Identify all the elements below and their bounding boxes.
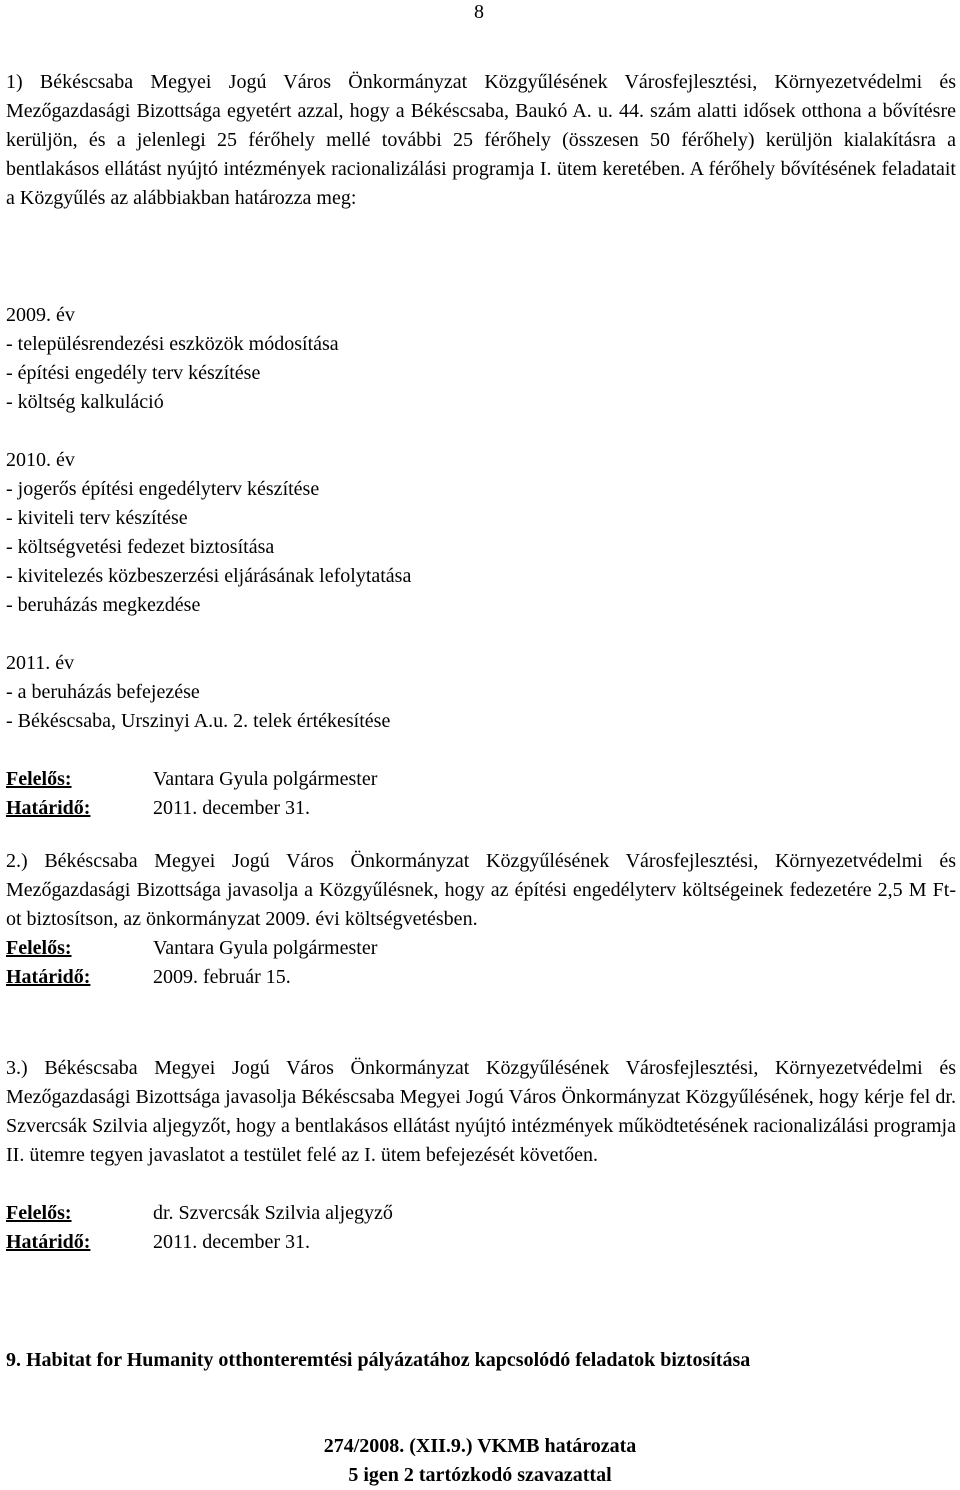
task-item: - Békéscsaba, Urszinyi A.u. 2. telek értékesítése [6,710,391,732]
task-item: - kiviteli terv készítése [6,507,188,529]
task-item: - költségvetési fedezet biztosítása [6,536,275,558]
task-item: - a beruházás befejezése [6,681,200,703]
deadline-value: 2009. február 15. [153,966,291,988]
task-item: - beruházás megkezdése [6,594,201,616]
responsible-value: Vantara Gyula polgármester [153,937,378,959]
vote-result: 5 igen 2 tartózkodó szavazattal [348,1464,612,1486]
task-item: - településrendezési eszközök módosítása [6,333,339,355]
resolution-item-2 [6,847,956,992]
deadline-value: 2011. december 31. [153,797,310,819]
year-2011 [6,649,956,736]
year-2009 [6,301,956,417]
resolution-item-1 [6,68,956,213]
item-1-schedule [6,301,956,823]
responsible-label: Felelős: [6,768,72,790]
section-9-heading: 9. Habitat for Humanity otthonteremtési pályázatához kapcsolódó feladatok biztosítása [6,1349,751,1371]
resolution-number: 274/2008. (XII.9.) VKMB határozata [323,1435,637,1457]
task-item: - jogerős építési engedélyterv készítése [6,478,320,500]
task-item: - építési engedély terv készítése [6,362,261,384]
item-1-responsibility [6,765,956,823]
deadline-label: Határidő: [6,1231,91,1253]
deadline-label: Határidő: [6,966,91,988]
year-heading: 2009. év [6,304,75,326]
resolution-item-3 [6,1054,956,1257]
deadline-value: 2011. december 31. [153,1231,310,1253]
item-2-paragraph: 2.) Békéscsaba Megyei Jogú Város Önkormányzat Közgyűlésének Városfejlesztési, Környezetvédelmi és Mezőgazdasági Bizottsága javasolja a Közgyűlésnek, hogy az építési engedélyterv költségeinek fedezetére 2,5 M Ft-ot biztosítson, az önkormányzat 2009. évi költségvetésben. [6,850,956,930]
deadline-label: Határidő: [6,797,91,819]
responsible-label: Felelős: [6,937,72,959]
year-heading: 2011. év [6,652,75,674]
responsible-label: Felelős: [6,1202,72,1224]
task-item: - kivitelezés közbeszerzési eljárásának lefolytatása [6,565,412,587]
year-2010 [6,446,956,620]
item-1-paragraph: 1) Békéscsaba Megyei Jogú Város Önkormányzat Közgyűlésének Városfejlesztési, Környezetvédelmi és Mezőgazdasági Bizottsága egyetért azzal, hogy a Békéscsaba, Baukó A. u. 44. szám alatti idősek otthona a bővítésre kerüljön, és a jelenlegi 25 férőhely mellé további 25 férőhely (összesen 50 férőhely) kerüljön kialakításra a bentlakásos ellátást nyújtó intézmények racionalizálási programja I. ütem keretében. A férőhely bővítésének feladatait a Közgyűlés az alábbiakban határozza meg: [6,71,956,209]
responsible-value: Vantara Gyula polgármester [153,768,378,790]
task-item: - költség kalkuláció [6,391,164,413]
responsible-value: dr. Szvercsák Szilvia aljegyző [153,1202,393,1224]
year-heading: 2010. év [6,449,75,471]
page-number: 8 [474,1,484,23]
item-3-paragraph: 3.) Békéscsaba Megyei Jogú Város Önkormányzat Közgyűlésének Városfejlesztési, Környezetvédelmi és Mezőgazdasági Bizottsága javasolja Békéscsaba Megyei Jogú Város Önkormányzat Közgyűlésének, hogy kérje fel dr. Szvercsák Szilvia aljegyzőt, hogy a bentlakásos ellátást nyújtó intézmények működtetésének racionalizálási programja II. ütemre tegyen javaslatot a testület felé az I. ütem befejezését követően. [6,1057,956,1166]
